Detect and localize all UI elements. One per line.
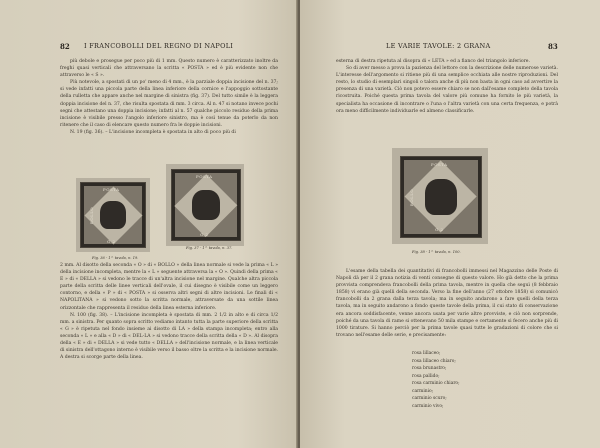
stamp-image <box>400 156 482 238</box>
color-item: rosa brunastro; <box>412 366 447 371</box>
right-para-2: So di aver messo a prova la pazienza del lettore con la descrizione delle numerose varietà. L'interesse dell'argomento si ritiene più di una semplice occhiata alle nostre riproduzioni. Del resto, lo studio di esemplari singoli o talora anche di più non basta in ogni caso ad avvertire la presenza di una varietà. Ciò non potevo essere chiaro se non dall'esame completo della tavola ricostruita. Poiché questa prima tavola del valore più comune ha fornito le più varietà, la specialista ha occasione di incontrare o l'una o l'altra varietà con una certa frequenza, e potrà ora meno difficilmente individuarle ed almeno classificarle. <box>336 66 558 114</box>
horse-emblem <box>192 190 219 221</box>
stamp-text-top: POSTA <box>196 174 213 179</box>
right-running-head: LE VARIE TAVOLE: 2 GRANA <box>386 42 491 50</box>
figure-37 <box>166 164 244 246</box>
color-item: carminio vivo; <box>412 403 444 409</box>
left-running-head: I FRANCOBOLLI DEL REGNO DI NAPOLI <box>84 42 234 50</box>
right-page <box>300 0 600 448</box>
stamp-image <box>80 182 146 248</box>
stamp-text-bottom: G 2 <box>435 227 444 232</box>
stamp-text-top: POSTA <box>431 162 448 167</box>
stamp-text-top: POSTA <box>103 187 120 192</box>
left-text-top <box>60 58 278 136</box>
left-para-3: N. 19 (fig. 36). – L'incisione incompleta è spostata in alto di poco più di <box>70 129 236 135</box>
stamp-text-left: BOLLO <box>409 188 415 207</box>
figure-38-caption: Fig. 38 - 1^ tavola, n. 100. <box>412 250 461 254</box>
color-item: carminio; <box>412 388 434 394</box>
left-para-1: più debole e prosegue per poco più di 1 mm. Questo numero è caratterizzato inoltre da freghi quasi verticali che attraversano la scritta « POSTA » ed è più evidente non che attraverso le « S ». <box>60 59 278 79</box>
left-para-5: N. 100 (fig. 38). – L'incisione incompleta è spostata di mm. 2 1/2 in alto e di circa 1/2 mm. a sinistra. Per quanto sopra scritto vediamo intanto tutta la parte superiore della scritta « G » è ripetuta nel fondo insieme ai disotto di LA » della stampa incompleta; entro alla seconda « L » e alla « D » di « DEL-LA » si vedono tracce della scritta della « D ». Al disopra della « E » di « DELLA » si vede tutto « DELLA » dell'incisione normale, e la linea verticale di sinistra dell'ottagono interno è visibile verso il basso oltre la scritta e la incisione normale. A destra si scorge parte della linea. <box>60 312 278 361</box>
left-page <box>0 0 298 448</box>
right-para-1: esterna di destra ripetuta al disopra di « LETA » ed a fianco del triangolo inferiore. <box>336 59 530 64</box>
right-para-3: L'esame della tabella dei quantitativi di francobolli immessi nel Magazzino delle Poste di Napoli dà per il 2 grana notizia di venti consegne di questo valore. Ho già detto che la prima provvista comprendeva francobolli della prima tavola, mentre in quella che seguì (8 febbraio 1858) vi erano già quelli della seconda. Verso la fine dell'anno (27 ottobre 1858) si comunicò francobolli da 2 grana dalla terza tavola; ma in seguito andarono a fare quelli della terza tavola, ma in seguito andarono a fondo queste tavole della prima, il cui stato di conservazione era ancora soddisfacente, venne ancora usata per varie altre provviste, e ciò non sorprende, poiché da una tavola di rame si ottenevano 50 mila stampe e certamente si fecero anche più di 1000 tirature. Si hanno perciò per la prima tavole quasi tutte le gradazioni di colore che si trovano nell'esame delle serie, e precisamente: <box>336 269 558 338</box>
figure-36 <box>76 178 150 252</box>
color-list <box>412 350 460 410</box>
figure-37-caption: Fig. 37 - 1^ tavola, n. 37. <box>186 246 233 250</box>
left-text-bottom <box>60 262 278 361</box>
stamp-text-left: BOLLO <box>89 206 95 225</box>
color-item: rosa lillaceo; <box>412 351 441 356</box>
figure-36-caption: Fig. 36 - 1^ tavola, n. 19. <box>92 256 139 260</box>
color-item: rosa carminio chiaro; <box>412 381 460 386</box>
right-text-bottom <box>336 268 558 339</box>
left-page-number: 82 <box>60 42 70 51</box>
horse-emblem <box>425 179 457 214</box>
color-item: rosa lillaceo chiaro; <box>412 358 456 364</box>
horse-emblem <box>100 201 126 229</box>
color-item: carminio scuro; <box>412 396 447 401</box>
figure-38 <box>392 148 488 244</box>
right-page-number: 83 <box>548 42 558 51</box>
left-para-4: 2 mm. Al disotto della seconda « O » di « BOLLO » della linea normale si vede la prima « L » della incisione incompleta, mentre la « L » seguente attraversa la « O ». Quindi della prima « E » di « DELLA » si vedono le tracce di un'altra incisione nel margine. Qualche altra piccola parte della scritta delle linee verticali dell'ovale, il cui disegno è visibile come un leggero contorno, e della « P » di « POSTA » si osserva altri segni di altre incisioni. Le finali di « NAPOLITANA » si vedono sotto la scritta normale, attraversate da una sottile linea orizzontale che rappresenta il residuo della linea esterna inferiore. <box>60 263 278 311</box>
stamp-text-bottom: G 2 <box>107 239 116 244</box>
color-item: rosa pallido; <box>412 373 440 379</box>
stamp-image <box>171 169 241 241</box>
stamp-text-bottom: G 2 <box>200 232 209 237</box>
left-para-2: Più notevole, a spostati di un po' meno di 4 mm., è la parziale doppia incisione del n. 37; si vede infatti una piccola parte della linea inferiore della cornice e l'appoggio sottostante della rulletta che appare anche nel margine di sinistra (fig. 37). Del tutto simile è la leggera doppia incisione del n. 37, che risulta spostata di mm. 3 circa. Al n. 47 si notano invece pochi segni che attestano una doppia incisione; infatti al n. 57 qualche piccolo residuo della prima incisione è visibile presso l'angolo inferiore sinistro, ma è così tenue da poterlo da non ritenere che il caso di elencare questo numero fra le doppie incisioni. <box>60 80 278 128</box>
right-text-top <box>336 58 558 115</box>
